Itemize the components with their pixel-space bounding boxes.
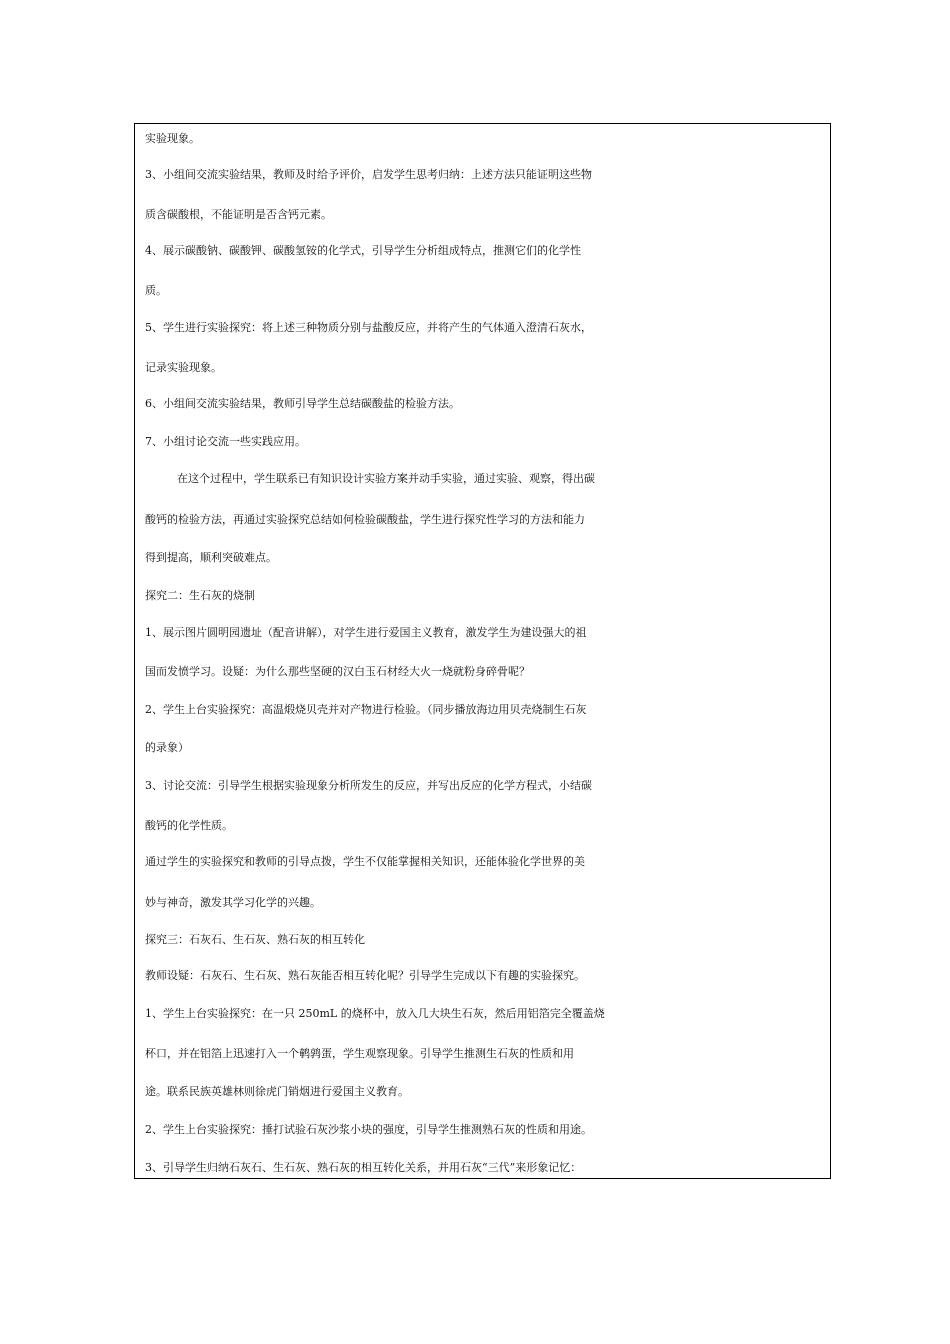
text-line: 实验现象。 — [145, 132, 200, 145]
text-line: 5、学生进行实验探究：将上述三种物质分别与盐酸反应，并将产生的气体通入澄清石灰水， — [145, 321, 592, 334]
paragraph-first-line: 在这个过程中，学生联系已有知识设计实验方案并动手实验，通过实验、观察，得出碳 — [177, 472, 595, 485]
text-line: 的录象） — [145, 741, 189, 754]
text-line: 通过学生的实验探究和教师的引导点拨，学生不仅能掌握相关知识，还能体验化学世界的美 — [145, 855, 585, 868]
section-heading: 探究二：生石灰的烧制 — [145, 589, 255, 602]
text-line: 7、小组讨论交流一些实践应用。 — [145, 435, 306, 448]
text-line: 1、学生上台实验探究：在一只 250mL 的烧杯中，放入几大块生石灰，然后用铝箔完全覆盖烧 — [145, 1007, 605, 1020]
text-line: 得到提高，顺利突破难点。 — [145, 551, 277, 564]
text-line: 国而发愤学习。设疑：为什么那些坚硬的汉白玉石材经大火一烧就粉身碎骨呢？ — [145, 665, 530, 678]
text-line: 3、引导学生归纳石灰石、生石灰、熟石灰的相互转化关系，并用石灰“三代”来形象记忆： — [145, 1161, 582, 1174]
text-line: 质含碳酸根，不能证明是否含钙元素。 — [145, 208, 332, 221]
text-line: 记录实验现象。 — [145, 361, 222, 374]
text-line: 途。联系民族英雄林则徐虎门销烟进行爱国主义教育。 — [145, 1085, 409, 1098]
text-line: 杯口，并在铝箔上迅速打入一个鹌鹑蛋，学生观察现象。引导学生推测生石灰的性质和用 — [145, 1047, 574, 1060]
text-line: 4、展示碳酸钠、碳酸钾、碳酸氢铵的化学式，引导学生分析组成特点，推测它们的化学性 — [145, 244, 581, 257]
text-line: 妙与神奇，激发其学习化学的兴趣。 — [145, 896, 321, 909]
section-heading: 探究三：石灰石、生石灰、熟石灰的相互转化 — [145, 933, 365, 946]
text-line: 3、讨论交流：引导学生根据实验现象分析所发生的反应，并写出反应的化学方程式，小结碳 — [145, 779, 592, 792]
text-line: 质。 — [145, 284, 167, 297]
text-line: 教师设疑：石灰石、生石灰、熟石灰能否相互转化呢？引导学生完成以下有趣的实验探究。 — [145, 969, 585, 982]
text-line: 6、小组间交流实验结果，教师引导学生总结碳酸盐的检验方法。 — [145, 397, 460, 410]
text-line: 3、小组间交流实验结果，教师及时给予评价，启发学生思考归纳：上述方法只能证明这些物 — [145, 168, 592, 181]
text-line: 2、学生上台实验探究：高温煅烧贝壳并对产物进行检验。（同步播放海边用贝壳烧制生石灰 — [145, 703, 587, 716]
text-line: 2、学生上台实验探究：捶打试验石灰沙浆小块的强度，引导学生推测熟石灰的性质和用途。 — [145, 1123, 592, 1136]
text-line: 酸钙的化学性质。 — [145, 819, 233, 832]
text-line: 酸钙的检验方法，再通过实验探究总结如何检验碳酸盐，学生进行探究性学习的方法和能力 — [145, 513, 585, 526]
text-line: 1、展示图片圆明园遗址（配音讲解），对学生进行爱国主义教育，激发学生为建设强大的祖 — [145, 626, 587, 639]
